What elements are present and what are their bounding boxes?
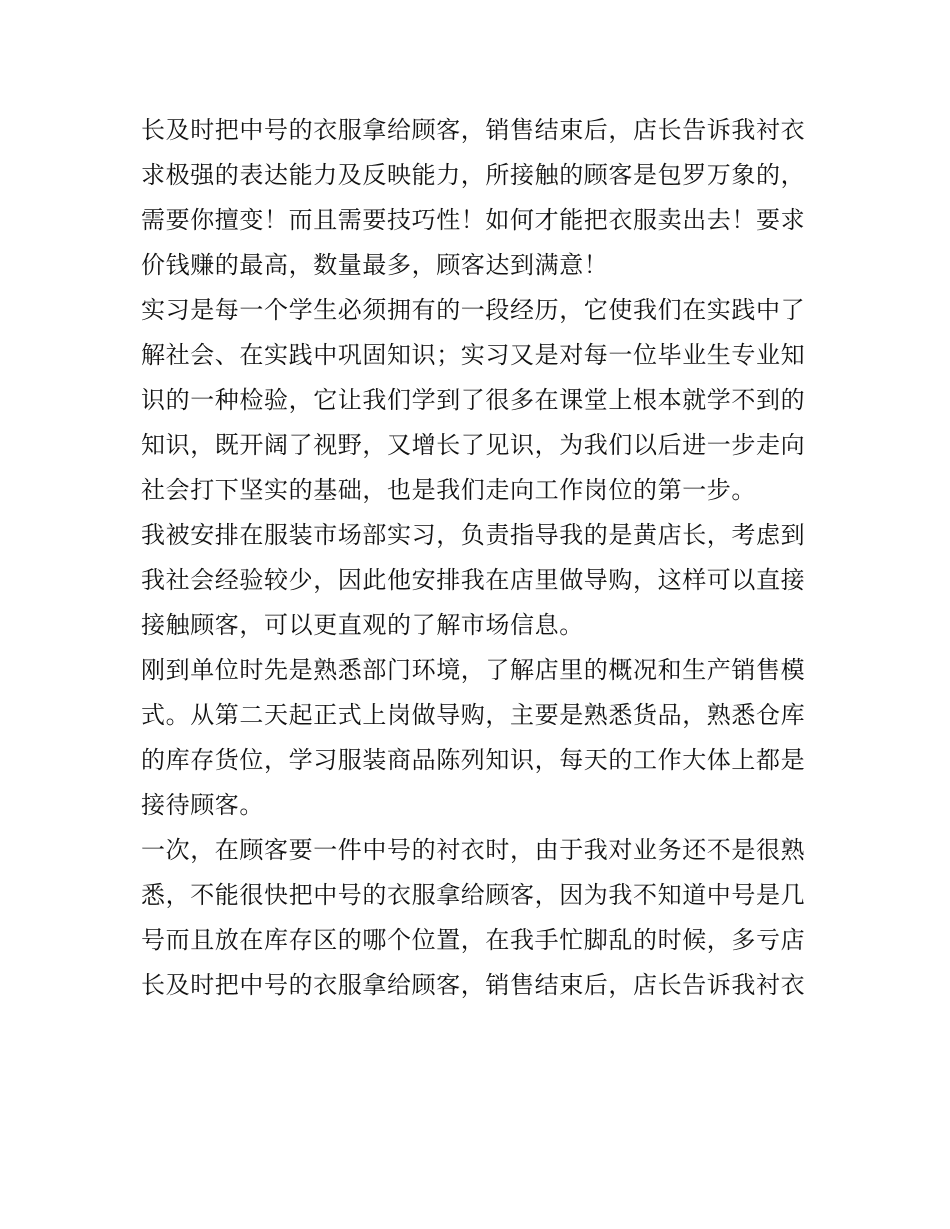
text-line: 号而且放在库存区的哪个位置，在我手忙脚乱的时候，多亏店 [141, 926, 806, 954]
text-line: 需要你擅变！而且需要技巧性！如何才能把衣服卖出去！要求 [141, 206, 806, 234]
text-line: 刚到单位时先是熟悉部门环境，了解店里的概况和生产销售模 [141, 656, 806, 684]
text-line: 知识，既开阔了视野，又增长了见识，为我们以后进一步走向 [141, 431, 806, 459]
text-line: 价钱赚的最高，数量最多，顾客达到满意！ [141, 251, 609, 279]
text-line: 社会打下坚实的基础，也是我们走向工作岗位的第一步。 [141, 476, 756, 504]
text-line: 长及时把中号的衣服拿给顾客，销售结束后，店长告诉我衬衣 [141, 116, 806, 144]
text-line: 接触顾客，可以更直观的了解市场信息。 [141, 611, 584, 639]
text-line: 解社会、在实践中巩固知识；实习又是对每一位毕业生专业知 [141, 341, 806, 369]
body-text [141, 108, 813, 1008]
text-line: 我被安排在服装市场部实习，负责指导我的是黄店长，考虑到 [141, 521, 806, 549]
text-line: 识的一种检验，它让我们学到了很多在课堂上根本就学不到的 [141, 386, 806, 414]
text-line: 一次，在顾客要一件中号的衬衣时，由于我对业务还不是很熟 [141, 836, 806, 864]
text-line: 我社会经验较少，因此他安排我在店里做导购，这样可以直接 [141, 566, 806, 594]
text-line: 的库存货位，学习服装商品陈列知识，每天的工作大体上都是 [141, 746, 806, 774]
text-line: 接待顾客。 [141, 791, 264, 819]
text-line: 实习是每一个学生必须拥有的一段经历，它使我们在实践中了 [141, 296, 806, 324]
text-line: 求极强的表达能力及反映能力，所接触的顾客是包罗万象的， [141, 161, 806, 189]
text-line: 悉，不能很快把中号的衣服拿给顾客，因为我不知道中号是几 [141, 881, 806, 909]
text-line: 长及时把中号的衣服拿给顾客，销售结束后，店长告诉我衬衣 [141, 971, 806, 999]
text-line: 式。从第二天起正式上岗做导购，主要是熟悉货品，熟悉仓库 [141, 701, 806, 729]
